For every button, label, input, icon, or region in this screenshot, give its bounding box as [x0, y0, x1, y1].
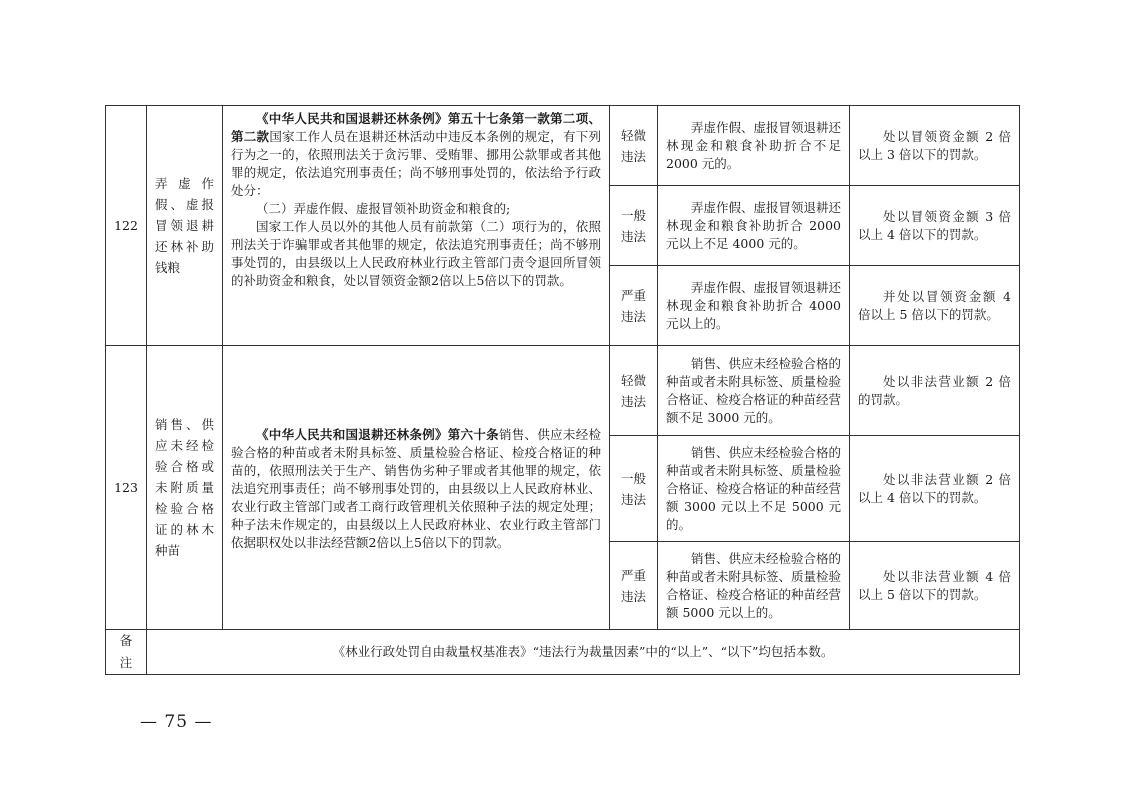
note-text: 《林业行政处罚自由裁量权基准表》“违法行为裁量因素”中的“以上”、“以下”均包括本数。: [147, 630, 1020, 675]
page-number: — 75 —: [140, 712, 213, 732]
legal-basis: [223, 346, 610, 630]
violation-item: 弄虚作假、虚报冒领退耕还林补助钱粮: [147, 106, 223, 346]
discretion-factor: 销售、供应未经检验合格的种苗或者未附具标签、质量检验合格证、检疫合格证的种苗经营额 5000 元以上的。: [658, 542, 850, 630]
penalty-standard: 处以非法营业额 2 倍以上 4 倍以下的罚款。: [850, 436, 1020, 542]
row-number: 123: [106, 346, 147, 630]
legal-basis-text: 销售、供应未经检验合格的种苗或者未附具标签、质量检验合格证、检疫合格证的种苗的，依照刑法关于生产、销售伪劣种子罪或者其他罪的规定，依法追究刑事责任；尚不够刑事处罚的，由县级以上人民政府林业、农业行政主管部门或者工商行政管理机关依照种子法的规定处理；种子法未作规定的，由县级以上人民政府林业、农业行政主管部门依据职权处以非法经营额2倍以上5倍以下的罚款。: [231, 426, 601, 550]
violation-item: 销售、供应未经检验合格或未附质量检验合格证的林木种苗: [147, 346, 223, 630]
severity-level: 轻微 违法: [610, 346, 658, 436]
penalty-standard: 处以非法营业额 4 倍以上 5 倍以下的罚款。: [850, 542, 1020, 630]
legal-basis: [223, 106, 610, 346]
discretion-factor: 弄虚作假、虚报冒领退耕还林现金和粮食补助折合不足 2000 元的。: [658, 106, 850, 186]
table-row: [106, 346, 1020, 436]
penalty-standard: 处以非法营业额 2 倍的罚款。: [850, 346, 1020, 436]
legal-basis-text: 国家工作人员以外的其他人员有前款第（二）项行为的，依照刑法关于诈骗罪或者其他罪的规定，依法追究刑事责任；尚不够刑事处罚的，由县级以上人民政府林业行政主管部门责令退回所冒领的补助资金和粮食，处以冒领资金额2倍以上5倍以下的罚款。: [231, 219, 601, 288]
severity-level: 严重 违法: [610, 266, 658, 346]
discretion-factor: 销售、供应未经检验合格的种苗或者未附具标签、质量检验合格证、检疫合格证的种苗经营额 3000 元以上不足 5000 元的。: [658, 436, 850, 542]
penalty-standard: 处以冒领资金额 2 倍以上 3 倍以下的罚款。: [850, 106, 1020, 186]
penalty-standard: 并处以冒领资金额 4 倍以上 5 倍以下的罚款。: [850, 266, 1020, 346]
legal-basis-text: 国家工作人员在退耕还林活动中违反本条例的规定，有下列行为之一的，依照刑法关于贪污罪、受贿罪、挪用公款罪或者其他罪的规定，依法追究刑事责任；尚不够刑事处罚的，依法给予行政处分：: [231, 129, 601, 198]
severity-level: 一般 违法: [610, 186, 658, 266]
note-row: [106, 630, 1020, 675]
discretion-factor: 销售、供应未经检验合格的种苗或者未附具标签、质量检验合格证、检疫合格证的种苗经营额不足 3000 元的。: [658, 346, 850, 436]
legal-basis-title: 《中华人民共和国退耕还林条例》第六十条: [256, 426, 499, 442]
legal-basis-title: 《中华人民共和国退耕还林条例》第五十七条第一款第二项、第二款: [231, 111, 601, 144]
severity-level: 轻微 违法: [610, 106, 658, 186]
table-row: [106, 106, 1020, 186]
legal-basis-text: （二）弄虚作假、虚报冒领补助资金和粮食的;: [256, 201, 511, 216]
note-label: 备 注: [106, 630, 147, 675]
discretion-factor: 弄虚作假、虚报冒领退耕还林现金和粮食补助折合 2000 元以上不足 4000 元的。: [658, 186, 850, 266]
penalty-standard-table: [105, 105, 1020, 675]
severity-level: 严重 违法: [610, 542, 658, 630]
penalty-standard: 处以冒领资金额 3 倍以上 4 倍以下的罚款。: [850, 186, 1020, 266]
row-number: 122: [106, 106, 147, 346]
discretion-factor: 弄虚作假、虚报冒领退耕还林现金和粮食补助折合 4000 元以上的。: [658, 266, 850, 346]
severity-level: 一般 违法: [610, 436, 658, 542]
